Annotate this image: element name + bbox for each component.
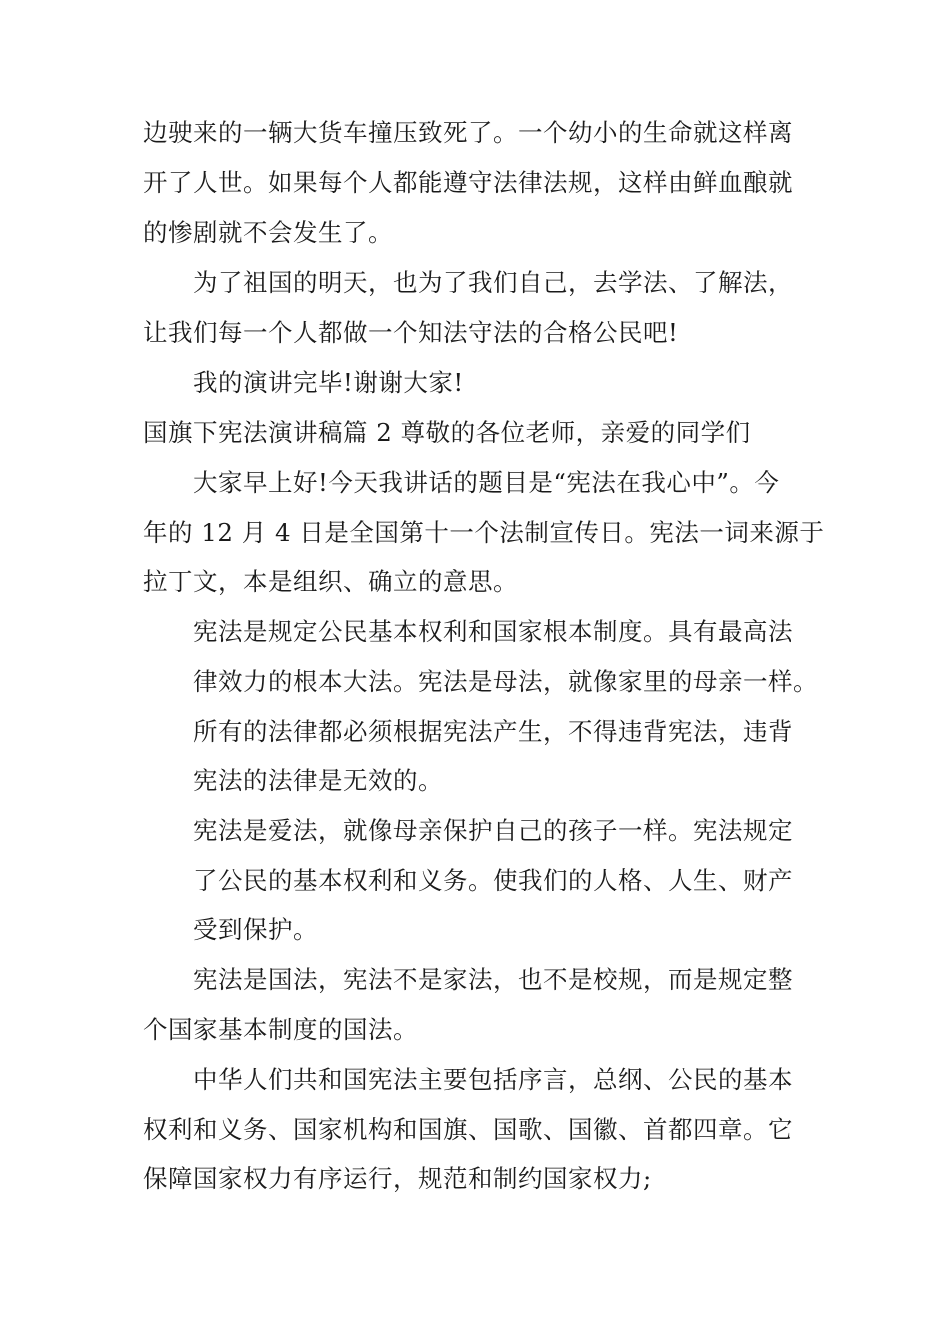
- text-line: 了公民的基本权利和义务。使我们的人格、人生、财产: [193, 866, 793, 895]
- text-line: 宪法是规定公民基本权利和国家根本制度。具有最高法: [193, 617, 793, 646]
- section-heading: 国旗下宪法演讲稿篇 2 尊敬的各位老师，亲爱的同学们: [143, 418, 751, 447]
- text-line: 个国家基本制度的国法。: [143, 1015, 418, 1044]
- text-line: 宪法是国法，宪法不是家法，也不是校规，而是规定整: [193, 965, 793, 994]
- text-line: 宪法的法律是无效的。: [193, 766, 443, 795]
- text-line: 保障国家权力有序运行，规范和制约国家权力;: [143, 1164, 652, 1193]
- text-line: 边驶来的一辆大货车撞压致死了。一个幼小的生命就这样离: [143, 118, 793, 147]
- text-line: 大家早上好!今天我讲话的题目是“宪法在我心中”。今: [193, 468, 780, 497]
- text-line: 律效力的根本大法。宪法是母法，就像家里的母亲一样。: [193, 667, 818, 696]
- text-line: 我的演讲完毕!谢谢大家!: [193, 368, 464, 397]
- text-line: 宪法是爱法，就像母亲保护自己的孩子一样。宪法规定: [193, 816, 793, 845]
- text-line: 所有的法律都必须根据宪法产生，不得违背宪法，违背: [193, 717, 793, 746]
- text-line: 拉丁文，本是组织、确立的意思。: [143, 567, 518, 596]
- text-line: 受到保护。: [193, 915, 318, 944]
- text-line: 为了祖国的明天，也为了我们自己，去学法、了解法，: [193, 268, 793, 297]
- text-line: 开了人世。如果每个人都能遵守法律法规，这样由鲜血酿就: [143, 168, 793, 197]
- text-line: 的惨剧就不会发生了。: [143, 218, 393, 247]
- text-line: 权利和义务、国家机构和国旗、国歌、国徽、首都四章。它: [143, 1115, 793, 1144]
- text-line: 中华人们共和国宪法主要包括序言，总纲、公民的基本: [193, 1065, 793, 1094]
- text-line: 让我们每一个人都做一个知法守法的合格公民吧!: [143, 318, 679, 347]
- text-line: 年的 12 月 4 日是全国第十一个法制宣传日。宪法一词来源于: [143, 518, 825, 547]
